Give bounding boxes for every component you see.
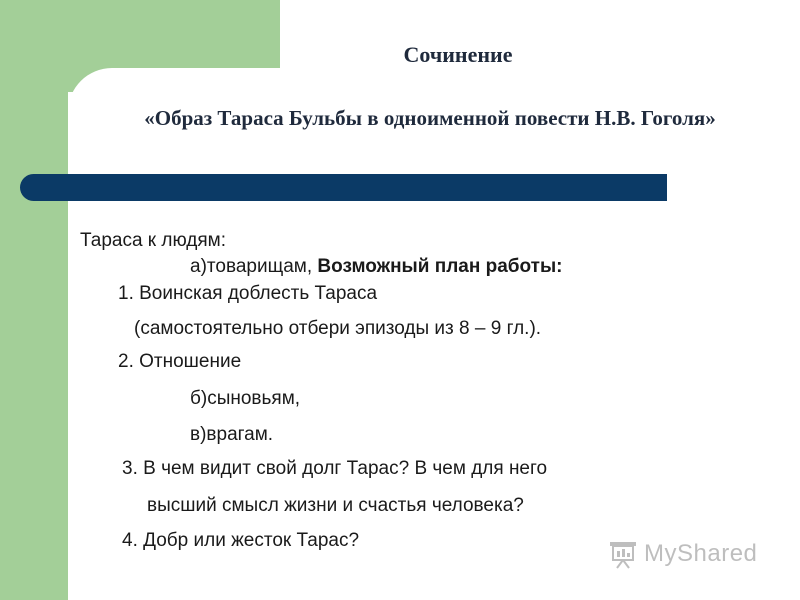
text-line-9: высший смысл жизни и счастья человека? <box>147 495 524 516</box>
text-line-3: 1. Воинская доблесть Тараса <box>118 283 378 304</box>
slide-subtitle: «Образ Тараса Бульбы в одноименной повести Н.В. Гоголя» <box>144 106 716 130</box>
text-line-5: 2. Отношение <box>118 351 242 372</box>
text-line-8: 3. В чем видит свой долг Тарас? В чем для него <box>122 458 548 479</box>
text-line-1: Тараса к людям: <box>80 230 227 251</box>
text-line-7: в)врагам. <box>190 424 274 445</box>
text-line-10: 4. Добр или жесток Тарас? <box>122 530 360 551</box>
slide-title: Сочинение <box>403 42 513 67</box>
watermark-text: MyShared <box>644 540 758 567</box>
divider-bar <box>20 174 667 201</box>
plan-heading: Возможный план работы: <box>317 256 563 277</box>
text-line-2-prefix: а)товарищам, <box>190 256 318 277</box>
watermark <box>608 536 757 572</box>
projector-screen-icon <box>608 539 638 569</box>
text-line-6: б)сыновьям, <box>190 388 301 409</box>
text-line-2 <box>190 256 563 278</box>
text-line-4: (самостоятельно отбери эпизоды из 8 – 9 гл.). <box>134 318 542 339</box>
